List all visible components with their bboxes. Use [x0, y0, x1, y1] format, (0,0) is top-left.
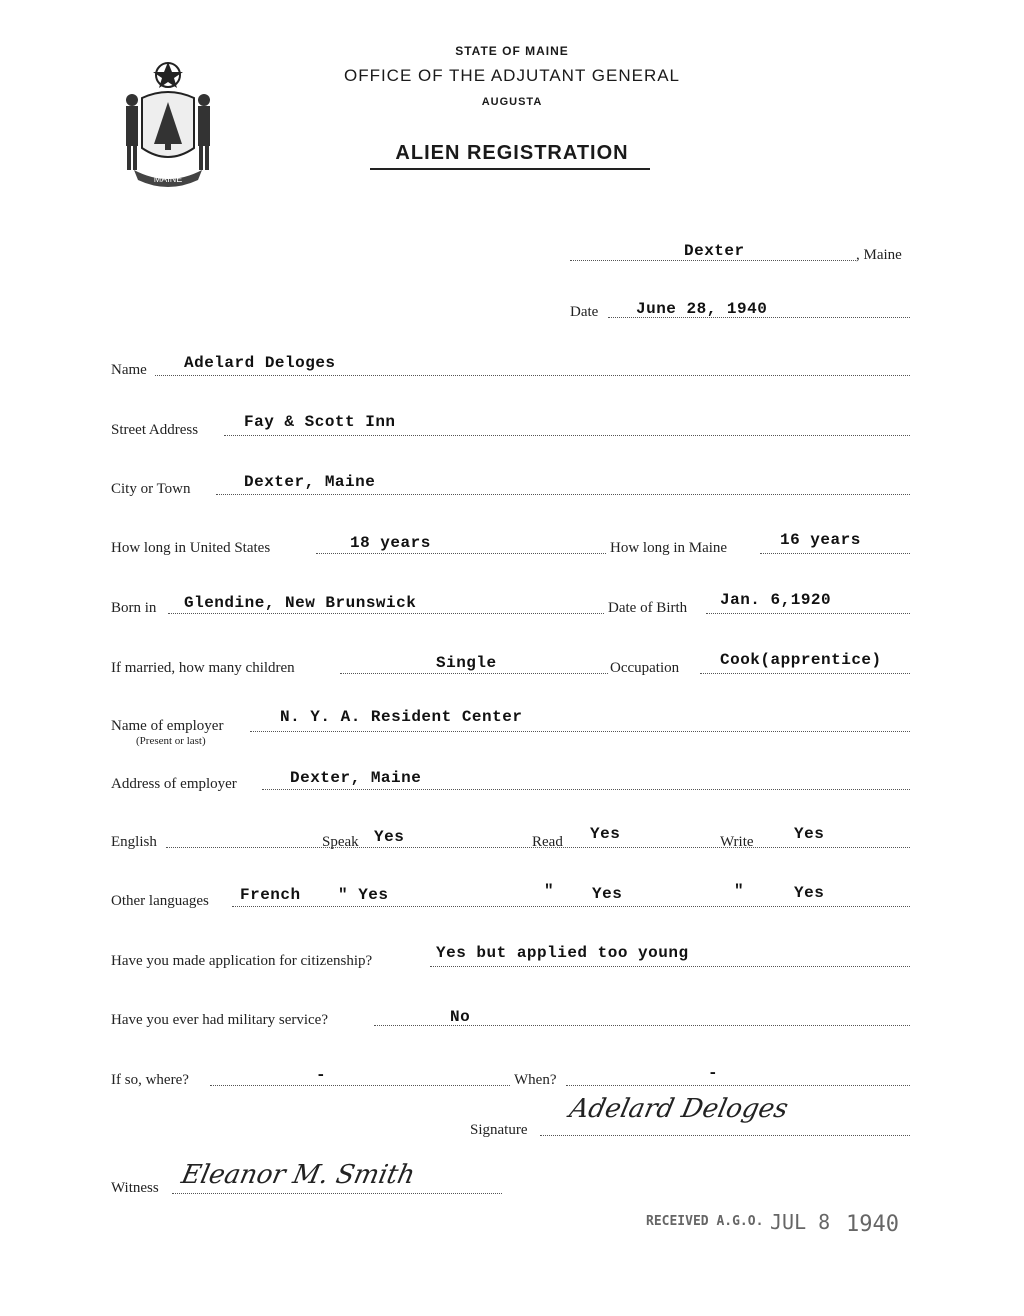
employer-sublabel: (Present or last) [136, 735, 206, 747]
children-line [340, 673, 608, 674]
office-heading: OFFICE OF THE ADJUTANT GENERAL [343, 66, 681, 85]
military-label: Have you ever had military service? [111, 1012, 328, 1028]
how-long-us-value: 18 years [350, 534, 431, 552]
how-long-us-line [316, 553, 606, 554]
other-languages-write: Yes [794, 884, 825, 902]
occupation-value: Cook(apprentice) [720, 651, 882, 669]
when-label: When? [514, 1072, 557, 1088]
witness-line [172, 1193, 502, 1194]
other-languages-read-mark: " [544, 882, 555, 900]
dob-label: Date of Birth [608, 600, 688, 616]
english-write-label: Write [720, 834, 754, 850]
how-long-maine-label: How long in Maine [610, 540, 728, 556]
received-stamp-year: 1940 [846, 1212, 899, 1237]
english-write-value: Yes [794, 825, 825, 843]
witness-signature: Eleanor M. Smith [178, 1160, 418, 1190]
employer-address-line [262, 789, 910, 790]
date-label: Date [570, 304, 599, 320]
city-label: City or Town [111, 481, 191, 497]
place-line [570, 260, 856, 261]
date-value: June 28, 1940 [636, 300, 768, 318]
svg-text:MAINE: MAINE [153, 174, 183, 184]
when-line [566, 1085, 910, 1086]
dob-value: Jan. 6,1920 [720, 591, 832, 609]
citizenship-label: Have you made application for citizenship? [111, 953, 373, 969]
signature-value: Adelard Deloges [566, 1094, 791, 1124]
employer-value: N. Y. A. Resident Center [280, 708, 523, 726]
signature-label: Signature [470, 1122, 528, 1138]
other-languages-value: French [240, 886, 301, 904]
english-speak-label: Speak [322, 834, 359, 850]
english-label: English [111, 834, 157, 850]
signature-line [540, 1135, 910, 1136]
other-languages-line [232, 906, 910, 907]
street-address-line [224, 435, 910, 436]
occupation-label: Occupation [610, 660, 680, 676]
born-in-label: Born in [111, 600, 157, 616]
name-value: Adelard Deloges [184, 354, 336, 372]
street-address-value: Fay & Scott Inn [244, 413, 396, 431]
employer-address-value: Dexter, Maine [290, 769, 422, 787]
city-line [216, 494, 910, 495]
witness-label: Witness [111, 1180, 159, 1196]
employer-label: Name of employer [111, 718, 224, 734]
where-line [210, 1085, 510, 1086]
how-long-maine-line [760, 553, 910, 554]
title-underline [370, 168, 650, 170]
when-value: - [708, 1064, 719, 1082]
form-title: ALIEN REGISTRATION [395, 142, 629, 164]
citizenship-value: Yes but applied too young [436, 944, 689, 962]
other-languages-write-mark: " [734, 882, 745, 900]
name-line [155, 375, 910, 376]
dob-line [706, 613, 910, 614]
city-value: Dexter, Maine [244, 473, 376, 491]
place-suffix: , Maine [856, 247, 902, 263]
how-long-maine-value: 16 years [780, 531, 861, 549]
english-read-label: Read [532, 834, 563, 850]
children-label: If married, how many children [111, 660, 295, 676]
military-value: No [450, 1008, 471, 1026]
children-value: Single [436, 654, 497, 672]
place-value: Dexter [684, 242, 745, 260]
how-long-us-label: How long in United States [111, 540, 271, 556]
name-label: Name [111, 362, 147, 378]
other-languages-speak: " Yes [338, 886, 389, 904]
street-address-label: Street Address [111, 422, 199, 438]
other-languages-label: Other languages [111, 893, 209, 909]
english-read-value: Yes [590, 825, 621, 843]
where-label: If so, where? [111, 1072, 189, 1088]
citizenship-line [430, 966, 910, 967]
born-in-line [168, 613, 604, 614]
other-languages-read: Yes [592, 885, 623, 903]
employer-address-label: Address of employer [111, 776, 237, 792]
employer-line [250, 731, 910, 732]
born-in-value: Glendine, New Brunswick [184, 594, 417, 612]
received-stamp: RECEIVED A.G.O. [646, 1214, 764, 1229]
occupation-line [700, 673, 910, 674]
received-stamp-date: JUL 8 [770, 1210, 831, 1234]
city-heading: AUGUSTA [481, 96, 543, 108]
where-value: - [316, 1066, 327, 1084]
state-heading: STATE OF MAINE [455, 44, 569, 58]
english-speak-value: Yes [374, 828, 405, 846]
